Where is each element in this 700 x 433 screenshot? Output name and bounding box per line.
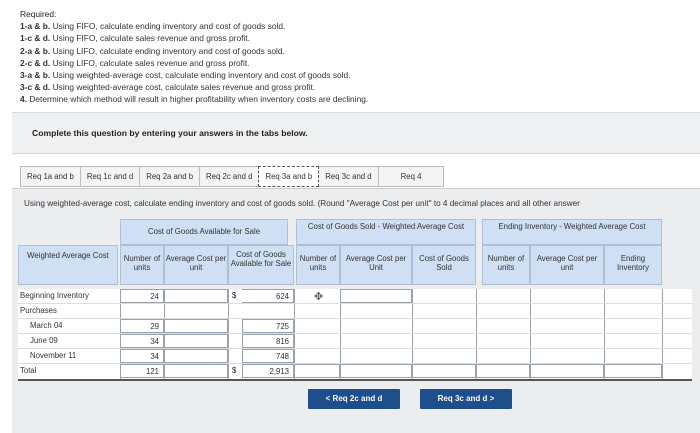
req-item-2cd: 2-c & d. Using LIFO, calculate sales revenue and gross profit.	[20, 57, 250, 68]
req-item-1cd: 1-c & d. Using FIFO, calculate sales revenue and gross profit.	[20, 33, 250, 44]
cursor-icon: ✥	[314, 291, 324, 303]
req-item-3ab: 3-a & b. Using weighted-average cost, calculate ending inventory and cost of goods sold.	[20, 70, 351, 81]
units-input[interactable]: 24	[120, 289, 164, 303]
table-row-total	[18, 364, 692, 381]
cgas-input[interactable]: 624	[242, 289, 294, 303]
cgas-input[interactable]: 816	[242, 334, 294, 348]
tab-req-2cd[interactable]: Req 2c and d	[199, 166, 259, 187]
total-cogs-input[interactable]	[412, 364, 476, 378]
table-row	[18, 304, 692, 319]
next-req-button[interactable]: Req 3c and d >	[420, 389, 512, 409]
row-label: Beginning Inventory	[20, 291, 89, 300]
tab-req-2ab[interactable]: Req 2a and b	[139, 166, 200, 187]
table-row	[18, 289, 692, 304]
table-row	[18, 319, 692, 334]
cgas-input[interactable]: 725	[242, 319, 294, 333]
col-header-end-inv: Ending Inventory	[604, 245, 662, 285]
complete-question-text: Complete this question by entering your answers in the tabs below.	[32, 128, 308, 138]
total-end-units-input[interactable]	[476, 364, 530, 378]
row-label: June 09	[30, 336, 58, 345]
units-input[interactable]: 34	[120, 334, 164, 348]
avg-cost-input[interactable]	[164, 349, 228, 363]
dollar-sign: $	[232, 291, 237, 300]
total-cgas-input[interactable]: 2,913	[242, 364, 294, 378]
col-header-units: Number of units	[120, 245, 164, 285]
requirement-tabs	[20, 166, 443, 187]
row-label: November 11	[30, 351, 77, 360]
dollar-sign: $	[232, 366, 237, 375]
units-input[interactable]: 29	[120, 319, 164, 333]
col-header-avg-cost: Average Cost per unit	[164, 245, 228, 285]
total-units-input[interactable]: 121	[120, 364, 164, 378]
tab-req-3cd[interactable]: Req 3c and d	[318, 166, 378, 187]
req-item-4: 4. Determine which method will result in higher profitability when inventory costs are declining.	[20, 94, 369, 105]
chevron-right-icon: >	[489, 394, 495, 403]
row-label: March 04	[30, 321, 63, 330]
header-goods-available: Cost of Goods Available for Sale	[120, 219, 288, 245]
total-end-inv-input[interactable]	[604, 364, 662, 378]
col-header-cgas: Cost of Goods Available for Sale	[228, 245, 294, 285]
units-input[interactable]: 34	[120, 349, 164, 363]
col-header-sold-units: Number of units	[296, 245, 340, 285]
tab-req-1ab[interactable]: Req 1a and b	[20, 166, 81, 187]
table-row	[18, 349, 692, 364]
req-item-2ab: 2-a & b. Using LIFO, calculate ending inventory and cost of goods sold.	[20, 45, 285, 56]
chevron-left-icon: <	[325, 394, 331, 403]
sold-avg-input[interactable]	[340, 289, 412, 303]
complete-question-banner	[12, 112, 700, 154]
required-title: Required:	[20, 9, 57, 19]
col-header-cogs: Cost of Goods Sold	[412, 245, 476, 285]
header-cogs-weighted: Cost of Goods Sold - Weighted Average Cost	[296, 219, 476, 245]
prev-req-button[interactable]: < Req 2c and d	[308, 389, 400, 409]
avg-cost-input[interactable]	[164, 334, 228, 348]
col-header-row-label: Weighted Average Cost	[18, 245, 118, 285]
tab-req-1cd[interactable]: Req 1c and d	[80, 166, 140, 187]
header-ending-weighted: Ending Inventory - Weighted Average Cost	[482, 219, 662, 245]
total-avg-cost-input[interactable]	[164, 364, 228, 378]
req-item-1ab: 1-a & b. Using FIFO, calculate ending inventory and cost of goods sold.	[20, 21, 286, 32]
tab-req-4[interactable]: Req 4	[378, 166, 445, 187]
cgas-input[interactable]: 748	[242, 349, 294, 363]
row-label: Purchases	[20, 306, 57, 315]
col-header-end-avg: Average Cost per unit	[530, 245, 604, 285]
total-sold-units-input[interactable]	[294, 364, 340, 378]
instruction-text: Using weighted-average cost, calculate ending inventory and cost of goods sold. (Round "Average Cost per unit" to 4 decimal places and all other answer	[24, 199, 580, 208]
tab-content-panel	[12, 188, 700, 433]
requirements-block	[20, 8, 368, 106]
inventory-table	[18, 289, 692, 381]
col-header-sold-avg: Average Cost per Unit	[340, 245, 412, 285]
req-item-3cd: 3-c & d. Using weighted-average cost, calculate sales revenue and gross profit.	[20, 82, 316, 93]
avg-cost-input[interactable]	[164, 319, 228, 333]
col-header-end-units: Number of units	[482, 245, 530, 285]
avg-cost-input[interactable]	[164, 289, 228, 303]
total-end-avg-input[interactable]	[530, 364, 604, 378]
tab-req-3ab[interactable]: Req 3a and b	[258, 166, 319, 187]
row-label: Total	[20, 366, 37, 375]
table-row	[18, 334, 692, 349]
total-sold-avg-input[interactable]	[340, 364, 412, 378]
